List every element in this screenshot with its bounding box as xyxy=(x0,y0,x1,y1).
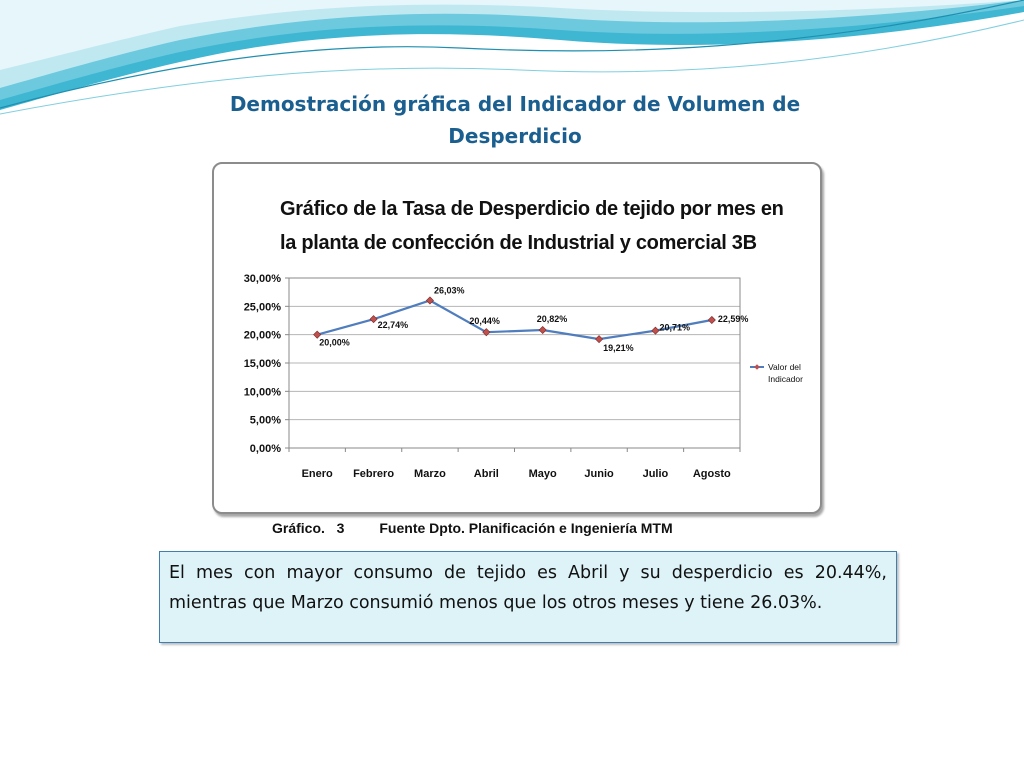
legend-label: Valor del xyxy=(768,362,801,372)
chart-caption xyxy=(272,520,792,536)
x-tick-label: Agosto xyxy=(692,468,731,480)
legend-label: Indicador xyxy=(768,374,803,384)
data-label: 20,82% xyxy=(536,314,568,325)
chart-title-line-1: Gráfico de la Tasa de Desperdicio de tejido por mes en xyxy=(280,198,784,220)
chart-series xyxy=(314,285,749,353)
x-tick-label: Febrero xyxy=(353,468,395,480)
chart-title-line-2: la planta de confección de Industrial y comercial 3B xyxy=(280,232,757,254)
note-box xyxy=(159,551,897,643)
y-tick-label: 25,00% xyxy=(243,301,281,314)
y-tick-label: 20,00% xyxy=(243,329,281,342)
legend-marker-swatch xyxy=(754,364,760,370)
y-tick-label: 30,00% xyxy=(243,273,281,285)
data-point-marker xyxy=(652,327,659,334)
data-point-marker xyxy=(595,336,602,343)
data-label: 19,21% xyxy=(603,343,634,354)
caption-source: Fuente Dpto. Planificación e Ingeniería MTM xyxy=(379,520,673,536)
line-chart xyxy=(214,164,820,512)
chart-gridlines xyxy=(289,278,740,448)
x-tick-label: Marzo xyxy=(414,468,446,480)
slide-title: Demostración gráfica del Indicador de Volumen de Desperdicio xyxy=(229,92,801,148)
y-tick-label: 10,00% xyxy=(243,386,281,399)
caption-label: Gráfico. 3 xyxy=(272,520,345,536)
x-tick-label: Julio xyxy=(642,468,669,480)
data-label: 20,00% xyxy=(319,337,350,348)
data-point-marker xyxy=(539,326,546,333)
note-text: El mes con mayor consumo de tejido es Abril y su desperdicio es 20.44%, mientras que Marzo consumió menos que los otros meses y tiene 26.03%. xyxy=(169,563,887,613)
chart-frame xyxy=(212,162,822,514)
data-point-marker xyxy=(708,316,715,323)
data-label: 22,74% xyxy=(377,320,409,331)
data-label: 22,59% xyxy=(717,313,749,324)
x-tick-label: Enero xyxy=(301,468,333,480)
x-tick-label: Mayo xyxy=(528,468,557,480)
data-point-marker xyxy=(370,316,377,323)
y-tick-label: 0,00% xyxy=(249,443,281,455)
x-tick-label: Junio xyxy=(584,468,614,480)
chart-legend xyxy=(750,362,803,384)
y-tick-label: 5,00% xyxy=(249,414,281,427)
data-label: 20,44% xyxy=(469,316,500,327)
chart-axes xyxy=(244,273,740,480)
y-tick-label: 15,00% xyxy=(243,358,281,370)
x-tick-label: Abril xyxy=(473,468,499,480)
data-label: 20,71% xyxy=(659,322,690,333)
data-label: 26,03% xyxy=(433,285,465,296)
